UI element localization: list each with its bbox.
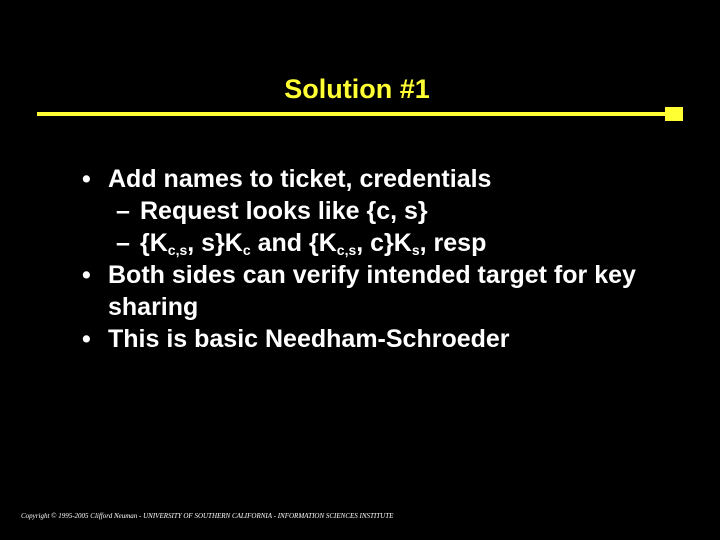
formula-text: {K bbox=[140, 229, 168, 257]
slide-title-text: Solution #1 bbox=[284, 74, 430, 104]
formula-text: , c}K bbox=[356, 229, 412, 257]
slide-title bbox=[0, 74, 720, 105]
sub-bullet-item bbox=[82, 195, 702, 227]
copyright-footer: Copyright © 1995-2005 Clifford Neuman - UNIVERSITY OF SOUTHERN CALIFORNIA - INFORMATION SCIENCES INSTITUTE bbox=[21, 512, 394, 520]
formula-subscript: c bbox=[242, 242, 251, 258]
bullet-item bbox=[82, 163, 702, 195]
bullet-marker: • bbox=[82, 165, 91, 193]
sub-bullet-formula bbox=[140, 229, 486, 257]
title-underline-end-block bbox=[665, 107, 683, 121]
title-underline bbox=[37, 112, 668, 116]
sub-bullet-item bbox=[82, 227, 702, 259]
formula-text: , resp bbox=[419, 229, 487, 257]
formula-subscript: c,s bbox=[336, 242, 357, 258]
bullet-marker: • bbox=[82, 261, 91, 289]
formula-text: and {K bbox=[250, 229, 337, 257]
bullet-item bbox=[82, 259, 702, 323]
bullet-text: This is basic Needham-Schroeder bbox=[108, 325, 510, 353]
bullet-item bbox=[82, 323, 702, 355]
bullet-text: Both sides can verify intended target for key sharing bbox=[108, 261, 636, 321]
bullet-marker: • bbox=[82, 325, 91, 353]
sub-bullet-text: Request looks like {c, s} bbox=[140, 197, 428, 225]
slide-body bbox=[82, 163, 702, 355]
bullet-text: Add names to ticket, credentials bbox=[108, 165, 492, 193]
formula-subscript: c,s bbox=[167, 242, 188, 258]
sub-bullet-marker: – bbox=[116, 229, 130, 257]
formula-text: , s}K bbox=[187, 229, 243, 257]
formula-subscript: s bbox=[411, 242, 420, 258]
sub-bullet-marker: – bbox=[116, 197, 130, 225]
